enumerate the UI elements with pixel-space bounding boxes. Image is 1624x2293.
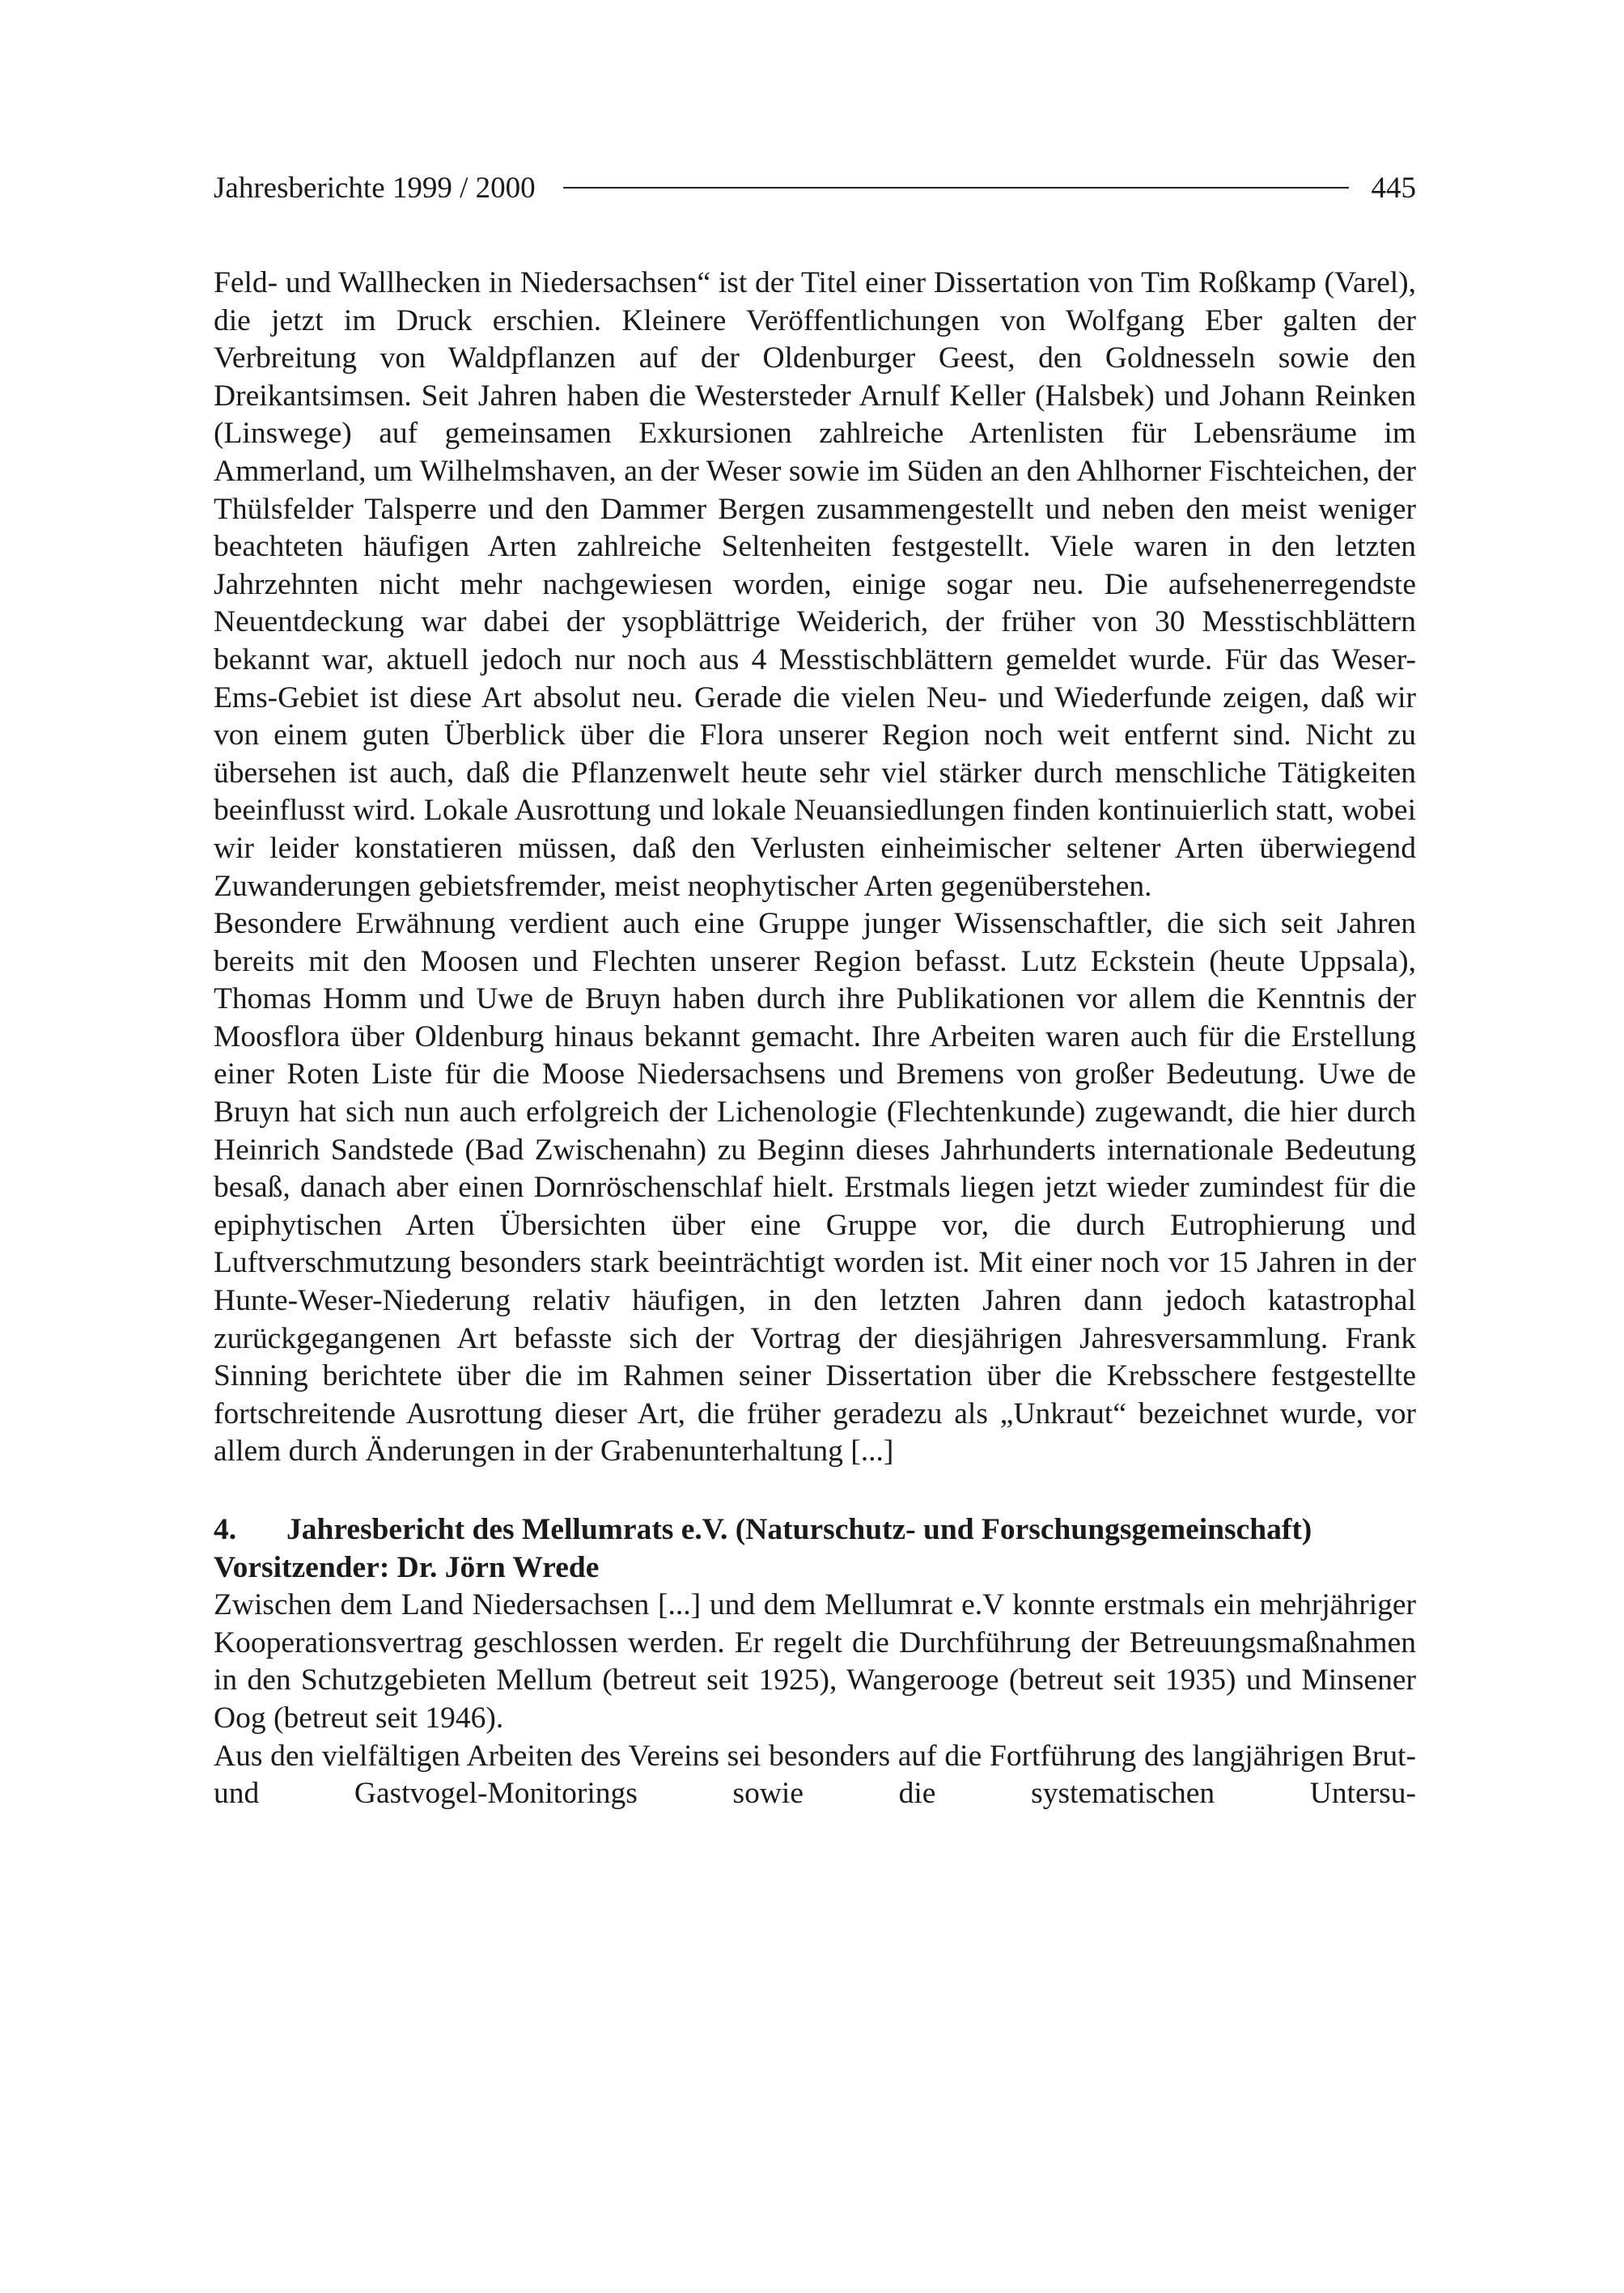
running-title: Jahresberichte 1999 / 2000 xyxy=(214,171,536,205)
section-heading xyxy=(214,1511,1416,1549)
section-4 xyxy=(214,1511,1416,1813)
section-title: Jahresbericht des Mellumrats e.V. (Naturschutz- und Forschungsgemeinschaft) xyxy=(286,1513,1312,1546)
section-subtitle: Vorsitzender: Dr. Jörn Wrede xyxy=(214,1550,600,1584)
page-body xyxy=(214,265,1416,1813)
page-number: 445 xyxy=(1371,171,1416,205)
header-rule xyxy=(563,187,1349,189)
paragraph-mosses-lichens: Besondere Erwähnung verdient auch eine Gruppe junger Wissenschaftler, die sich seit Jahren bereits mit den Moosen und Flechten unserer Region befasst. Lutz Eckstein (heute Uppsala), Thomas Homm und Uwe de Bruyn haben durch ihre Publikationen vor allem die Kenntnis der Moosflora über Oldenburg hinaus bekannt gemacht. Ihre Arbeiten waren auch für die Erstellung einer Roten Liste für die Moose Niedersachsens und Bremens von großer Bedeutung. Uwe de Bruyn hat sich nun auch erfolgreich der Lichenologie (Flechtenkunde) zugewandt, die hier durch Heinrich Sandstede (Bad Zwischenahn) zu Beginn dieses Jahrhunderts internationale Bedeutung besaß, danach aber einen Dornröschenschlaf hielt. Erstmals liegen jetzt wieder zumindest für die epiphytischen Arten Übersichten über eine Gruppe vor, die durch Eutrophierung und Luftverschmutzung besonders stark beeinträchtigt worden ist. Mit einer noch vor 15 Jahren in der Hunte-Weser-Niederung relativ häufigen, in den letzten Jahren dann jedoch katastrophal zurückgegangenen Art befasste sich der Vortrag der diesjährigen Jahresversammlung. Frank Sinning berichtete über die im Rahmen seiner Dissertation über die Krebsschere festgestellte fortschreitende Ausrottung dieser Art, die früher geradezu als „Unkraut“ bezeichnet wurde, vor allem durch Änderungen in der Grabenunterhaltung [...] xyxy=(214,907,1416,1469)
section-number: 4. xyxy=(214,1513,237,1546)
paragraph-flora: Feld- und Wallhecken in Niedersachsen“ ist der Titel einer Dissertation von Tim Roßkamp (Varel), die jetzt im Druck erschien. Kleinere Veröffentlichungen von Wolfgang Eber galten der Verbreitung von Waldpflanzen auf der Oldenburger Geest, den Goldnesseln sowie den Dreikantsimsen. Seit Jahren haben die Westersteder Arnulf Keller (Halsbek) und Johann Reinken (Linswege) auf gemeinsamen Exkursionen zahlreiche Artenlisten für Lebensräume im Ammerland, um Wilhelmshaven, an der Weser sowie im Süden an den Ahlhorner Fischteichen, der Thülsfelder Talsperre und den Dammer Bergen zusammengestellt und neben den meist weniger beachteten häufigen Arten zahlreiche Seltenheiten festgestellt. Viele waren in den letzten Jahrzehnten nicht mehr nachgewiesen worden, einige sogar neu. Die aufsehenerregendste Neuentdeckung war dabei der ysopblättrige Weiderich, der früher von 30 Messtischblättern bekannt war, aktuell jedoch nur noch aus 4 Messtischblättern gemeldet wurde. Für das Weser-Ems-Gebiet ist diese Art absolut neu. Gerade die vielen Neu- und Wiederfunde zeigen, daß wir von einem guten Überblick über die Flora unserer Region noch weit entfernt sind. Nicht zu übersehen ist auch, daß die Pflanzenwelt heute sehr viel stärker durch menschliche Tätigkeiten beeinflusst wird. Lokale Ausrottung und lokale Neuansiedlungen finden kontinuierlich statt, wobei wir leider konstatieren müssen, daß den Verlusten einheimischer seltener Arten überwiegend Zuwanderungen gebietsfremder, meist neophytischer Arten gegenüberstehen. xyxy=(214,266,1416,903)
running-header xyxy=(214,168,1416,207)
paragraph-monitoring: Aus den vielfältigen Arbeiten des Vereins sei besonders auf die Fortführung des langjährigen Brut- und Gastvogel-Monitorings sowie die systematischen Untersu- xyxy=(214,1739,1416,1811)
paragraph-cooperation: Zwischen dem Land Niedersachsen [...] und dem Mellumrat e.V konnte erstmals ein mehrjähriger Kooperationsvertrag geschlossen werden. Er regelt die Durchführung der Betreuungsmaßnahmen in den Schutzgebieten Mellum (betreut seit 1925), Wangerooge (betreut seit 1935) und Minsener Oog (betreut seit 1946). xyxy=(214,1588,1416,1735)
